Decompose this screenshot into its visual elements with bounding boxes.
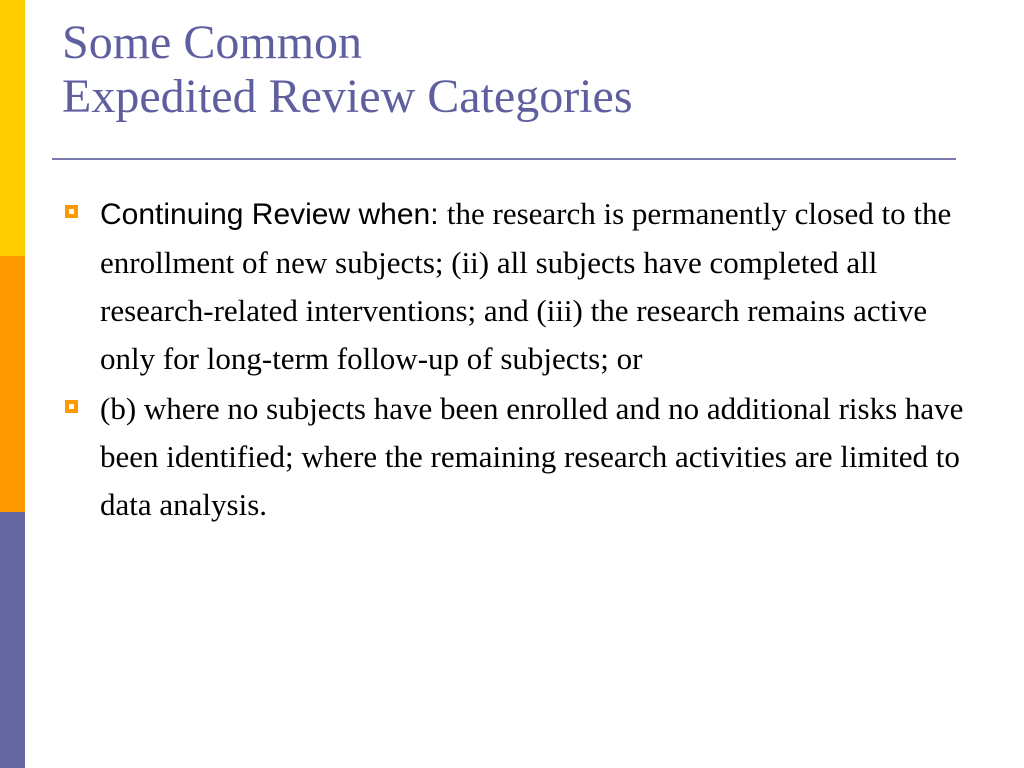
bullet-item-continuing-review (62, 190, 972, 383)
slide-title (62, 16, 633, 124)
bullet-item-no-subjects-enrolled (62, 385, 972, 529)
bullet-list (62, 190, 972, 531)
square-bullet-icon (65, 205, 78, 218)
bullet-body-text: (b) where no subjects have been enrolled and no additional risks have been identified; where the remaining research activities are limited to data analysis. (100, 391, 964, 522)
square-bullet-icon (65, 400, 78, 413)
sidebar-accent-orange (0, 256, 25, 512)
sidebar-accent-purple (0, 512, 25, 768)
slide-title-line-1: Some Common (62, 16, 363, 69)
bullet-lead-text: Continuing Review when: (100, 198, 447, 231)
bullet-body-text: the research is permanently closed to the enrollment of new subjects; (ii) all subjects have completed all research-related interventions; and (iii) the research remains active only for long-term follow-up of subjects; or (100, 196, 952, 376)
sidebar-accent-yellow (0, 0, 25, 256)
slide-title-line-2: Expedited Review Categories (62, 70, 633, 123)
title-divider (52, 158, 956, 160)
